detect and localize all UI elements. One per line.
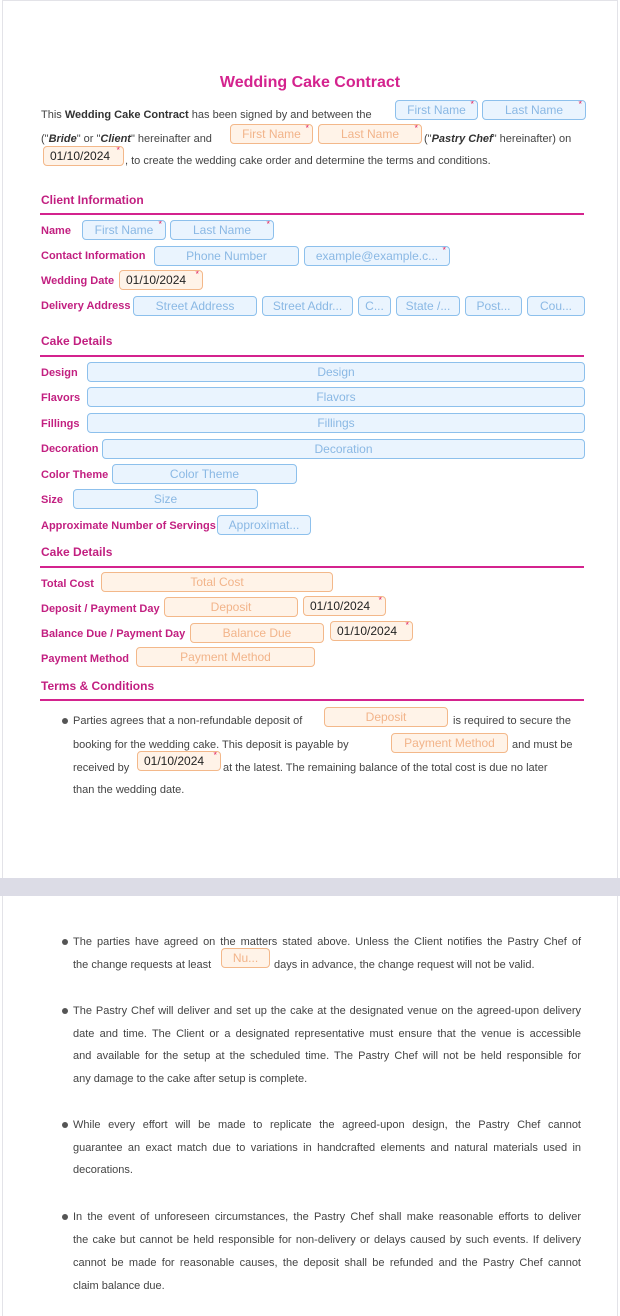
payment-method-input[interactable]: Payment Method — [136, 647, 315, 667]
total-cost-label: Total Cost — [41, 578, 94, 590]
terms-deposit-input[interactable]: Deposit — [324, 707, 448, 727]
terms-payment-method-input[interactable]: Payment Method — [391, 733, 508, 753]
flavors-input[interactable]: Flavors — [87, 387, 585, 407]
section-divider — [40, 213, 584, 215]
decoration-label: Decoration — [41, 443, 99, 455]
page-separator — [0, 878, 620, 896]
phone-input[interactable]: Phone Number — [154, 246, 299, 266]
client-info-heading: Client Information — [41, 193, 144, 207]
client-last-name-input[interactable]: Last Name * — [170, 220, 274, 240]
client-first-name-input[interactable]: First Name * — [82, 220, 166, 240]
size-label: Size — [41, 494, 64, 506]
terms-b4-line1: While every effort will be made to replicate the agreed-upon design, the Pastry Chef cannot — [73, 1119, 581, 1131]
bullet-icon — [62, 1214, 68, 1220]
balance-due-label: Balance Due / Payment Day — [41, 628, 186, 640]
design-label: Design — [41, 367, 78, 379]
balance-due-input[interactable]: Balance Due — [190, 623, 324, 643]
fillings-label: Fillings — [41, 418, 80, 430]
deposit-label: Deposit / Payment Day — [41, 603, 160, 615]
terms-b2-line1: The parties have agreed on the matters stated above. Unless the Client notifies the Pastry Chef of — [73, 936, 581, 948]
flavors-label: Flavors — [41, 392, 81, 404]
intro-line-3: , to create the wedding cake order and determine the terms and conditions. — [125, 155, 491, 167]
section-divider — [40, 699, 584, 701]
size-input[interactable]: Size — [73, 489, 258, 509]
terms-b3-line1: The Pastry Chef will deliver and set up the cake at the designated venue on the agreed-upon delivery — [73, 1005, 581, 1017]
bride-last-name-input[interactable]: Last Name * — [482, 100, 586, 120]
terms-heading: Terms & Conditions — [41, 679, 155, 693]
deposit-date-input[interactable]: 01/10/2024 * — [303, 596, 386, 616]
terms-b5-line2: the cake but cannot be held responsible for non-delivery or delays caused by such events. If delivery — [73, 1234, 581, 1246]
terms-b2-line2b: days in advance, the change request will not be valid. — [274, 959, 535, 971]
terms-b4-line2: guarantee an exact match due to variations in handcrafted elements and natural materials used in — [73, 1142, 581, 1154]
bullet-icon — [62, 1008, 68, 1014]
servings-label: Approximate Number of Servings — [41, 520, 216, 532]
state-input[interactable]: State /... — [396, 296, 460, 316]
intro-line-2a: ("Bride" or "Client" hereinafter and — [41, 133, 212, 145]
terms-b1-line2b: and must be — [512, 739, 573, 751]
terms-b1-line3b: at the latest. The remaining balance of the total cost is due no later — [223, 762, 548, 774]
email-input[interactable]: example@example.c... * — [304, 246, 450, 266]
terms-b4-line3: decorations. — [73, 1164, 133, 1176]
name-label: Name — [41, 225, 71, 237]
terms-b1-line4: than the wedding date. — [73, 784, 185, 796]
servings-input[interactable]: Approximat... — [217, 515, 311, 535]
deposit-input[interactable]: Deposit — [164, 597, 298, 617]
bride-first-name-input[interactable]: First Name * — [395, 100, 478, 120]
cake-details-heading: Cake Details — [41, 334, 113, 348]
delivery-address-label: Delivery Address — [41, 300, 131, 312]
fillings-input[interactable]: Fillings — [87, 413, 585, 433]
bullet-icon — [62, 718, 68, 724]
color-theme-input[interactable]: Color Theme — [112, 464, 297, 484]
terms-b5-line3: cannot be made for reasonable causes, the deposit shall be refunded and the Pastry Chef cannot — [73, 1257, 581, 1269]
terms-b5-line1: In the event of unforeseen circumstances, the Pastry Chef shall make reasonable efforts to deliver — [73, 1211, 581, 1223]
section-divider — [40, 566, 584, 568]
intro-line-1: This Wedding Cake Contract has been signed by and between the — [41, 109, 372, 121]
color-theme-label: Color Theme — [41, 469, 109, 481]
terms-date-input[interactable]: 01/10/2024 * — [137, 751, 221, 771]
decoration-input[interactable]: Decoration — [102, 439, 585, 459]
document-title: Wedding Cake Contract — [219, 74, 401, 91]
terms-b5-line4: claim balance due. — [73, 1280, 165, 1292]
contract-date-input[interactable]: 01/10/2024 * — [43, 146, 124, 166]
bullet-icon — [62, 939, 68, 945]
terms-notice-days-input[interactable]: Nu... — [221, 948, 270, 968]
city-input[interactable]: C... — [358, 296, 391, 316]
contact-label: Contact Information — [41, 250, 146, 262]
terms-b1-line2a: booking for the wedding cake. This deposit is payable by — [73, 739, 349, 751]
street-address-2-input[interactable]: Street Addr... — [262, 296, 353, 316]
section-divider — [40, 355, 584, 357]
payment-method-label: Payment Method — [41, 653, 130, 665]
street-address-input[interactable]: Street Address — [133, 296, 257, 316]
wedding-date-label: Wedding Date — [41, 275, 115, 287]
total-cost-input[interactable]: Total Cost — [101, 572, 333, 592]
country-input[interactable]: Cou... — [527, 296, 585, 316]
terms-b1-line1b: is required to secure the — [453, 715, 572, 727]
chef-first-name-input[interactable]: First Name * — [230, 124, 313, 144]
terms-b1-line3a: received by — [73, 762, 130, 774]
wedding-date-input[interactable]: 01/10/2024 * — [119, 270, 203, 290]
terms-b2-line2a: the change requests at least — [73, 959, 212, 971]
postal-code-input[interactable]: Post... — [465, 296, 522, 316]
terms-b3-line2: date and time. The Client or a designated representative must ensure that the venue is accessible — [73, 1028, 581, 1040]
intro-line-2b: ("Pastry Chef" hereinafter) on — [424, 133, 572, 145]
payment-details-heading: Cake Details — [41, 545, 113, 559]
terms-b1-line1a: Parties agrees that a non-refundable deposit of — [73, 715, 303, 727]
bullet-icon — [62, 1122, 68, 1128]
chef-last-name-input[interactable]: Last Name * — [318, 124, 422, 144]
balance-date-input[interactable]: 01/10/2024 * — [330, 621, 413, 641]
design-input[interactable]: Design — [87, 362, 585, 382]
terms-b3-line4: any damage to the cake after setup is complete. — [73, 1073, 308, 1085]
terms-b3-line3: and available for the setup at the scheduled time. The Pastry Chef will not be held responsible for — [73, 1050, 581, 1062]
